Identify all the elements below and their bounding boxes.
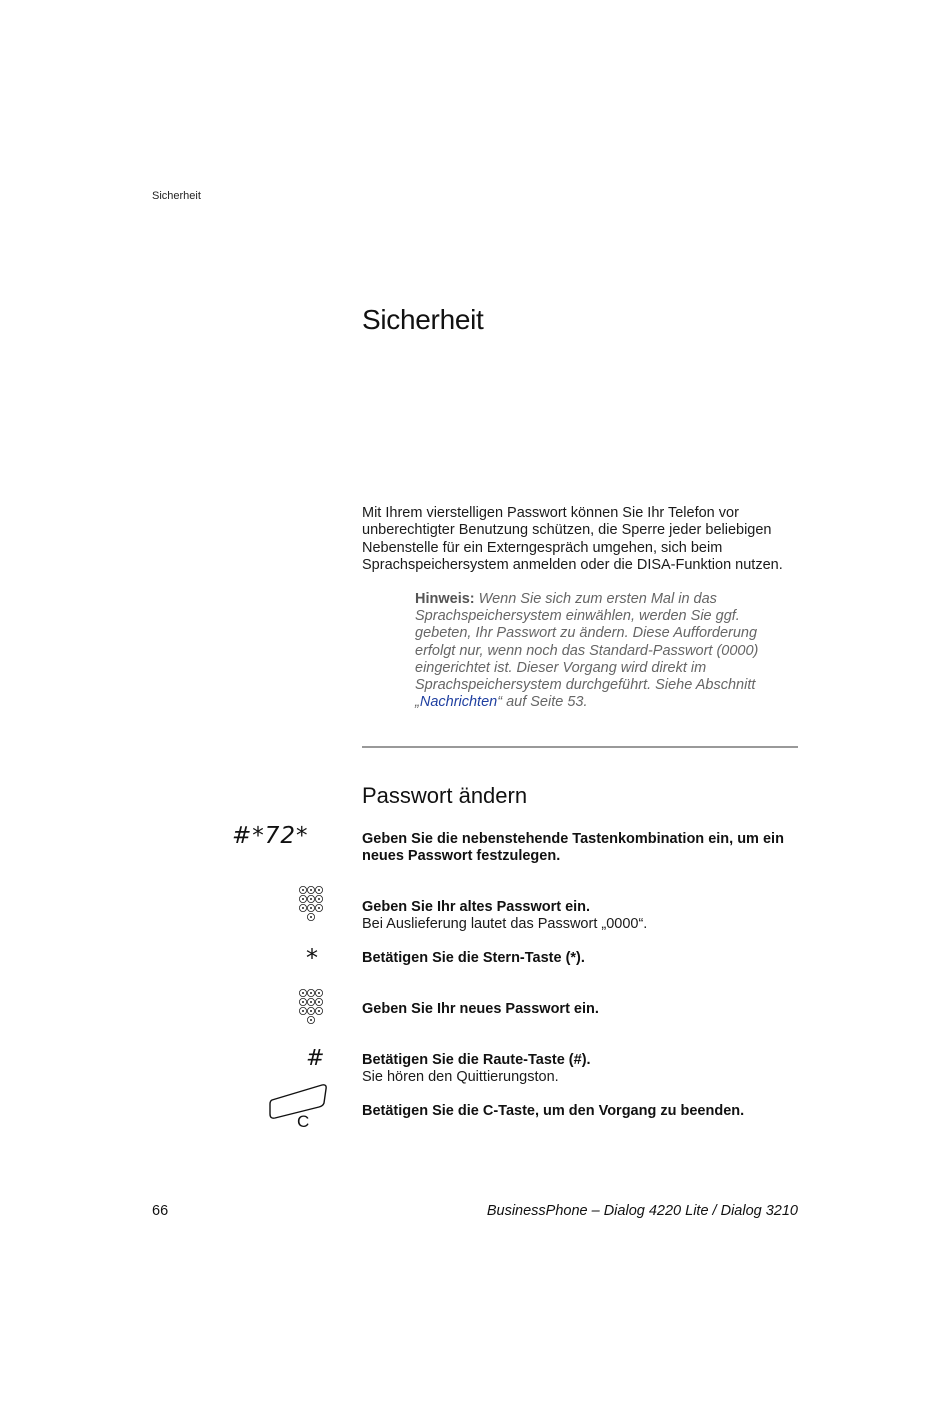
keypad-icon	[298, 885, 328, 927]
page-title: Sicherheit	[362, 304, 484, 335]
key-sequence-icon: #*72*	[232, 823, 309, 849]
c-key-label: C	[297, 1112, 310, 1130]
page-number: 66	[152, 1203, 169, 1219]
hash-key-icon: #	[306, 1046, 325, 1071]
step-5-bold: Betätigen Sie die Raute-Taste (#).	[362, 1052, 591, 1068]
note-text: Wenn Sie sich zum ersten Mal in das Sprachspeichersystem einwählen, werden Sie ggf. gebeten, Ihr Passwort zu ändern. Diese Aufforderung erfolgt nur, wenn noch das Standard-Passwort (0000) eingerichtet ist. Dieser Vorgang wird direkt im Sprachspeichersystem durchgeführt. Siehe Abschnitt	[415, 591, 759, 694]
note-link-open: „	[415, 694, 420, 711]
c-key-icon	[266, 1082, 330, 1130]
note-label: Hinweis:	[415, 591, 475, 607]
step-4-bold: Geben Sie Ihr neues Passwort ein.	[362, 1001, 599, 1017]
step-4-text	[362, 1001, 807, 1018]
step-5-text	[362, 1052, 807, 1087]
step-2-normal: Bei Auslieferung lautet das Passwort „0000“.	[362, 916, 648, 933]
step-3-bold: Betätigen Sie die Stern-Taste (*).	[362, 950, 585, 966]
section-divider	[362, 746, 798, 748]
note-box	[415, 591, 795, 711]
footer-document-title: BusinessPhone – Dialog 4220 Lite / Dialog 3210	[486, 1203, 798, 1219]
step-3-text	[362, 950, 807, 967]
step-5-normal: Sie hören den Quittierungston.	[362, 1069, 559, 1086]
step-1-bold: Geben Sie die nebenstehende Tastenkombination ein, um ein neues Passwort festzulegen.	[362, 831, 784, 865]
step-1-text	[362, 831, 807, 866]
nachrichten-link[interactable]: Nachrichten	[419, 694, 498, 711]
keypad-icon	[298, 988, 328, 1030]
star-key-icon: *	[306, 944, 318, 972]
step-6-bold: Betätigen Sie die C-Taste, um den Vorgang zu beenden.	[362, 1103, 745, 1119]
running-header: Sicherheit	[152, 190, 201, 202]
subsection-title: Passwort ändern	[362, 783, 528, 808]
step-2-text	[362, 899, 807, 934]
intro-paragraph: Mit Ihrem vierstelligen Passwort können Sie Ihr Telefon vor unberechtigter Benutzung schützen, die Sperre jeder beliebigen Nebenstelle für ein Externgespräch umgehen, sich beim Sprachspeichersystem anmelden oder die DISA-Funktion nutzen.	[362, 505, 783, 574]
note-link-close: “ auf Seite 53.	[497, 694, 588, 711]
step-2-bold: Geben Sie Ihr altes Passwort ein.	[362, 899, 591, 915]
step-6-text	[362, 1103, 807, 1120]
